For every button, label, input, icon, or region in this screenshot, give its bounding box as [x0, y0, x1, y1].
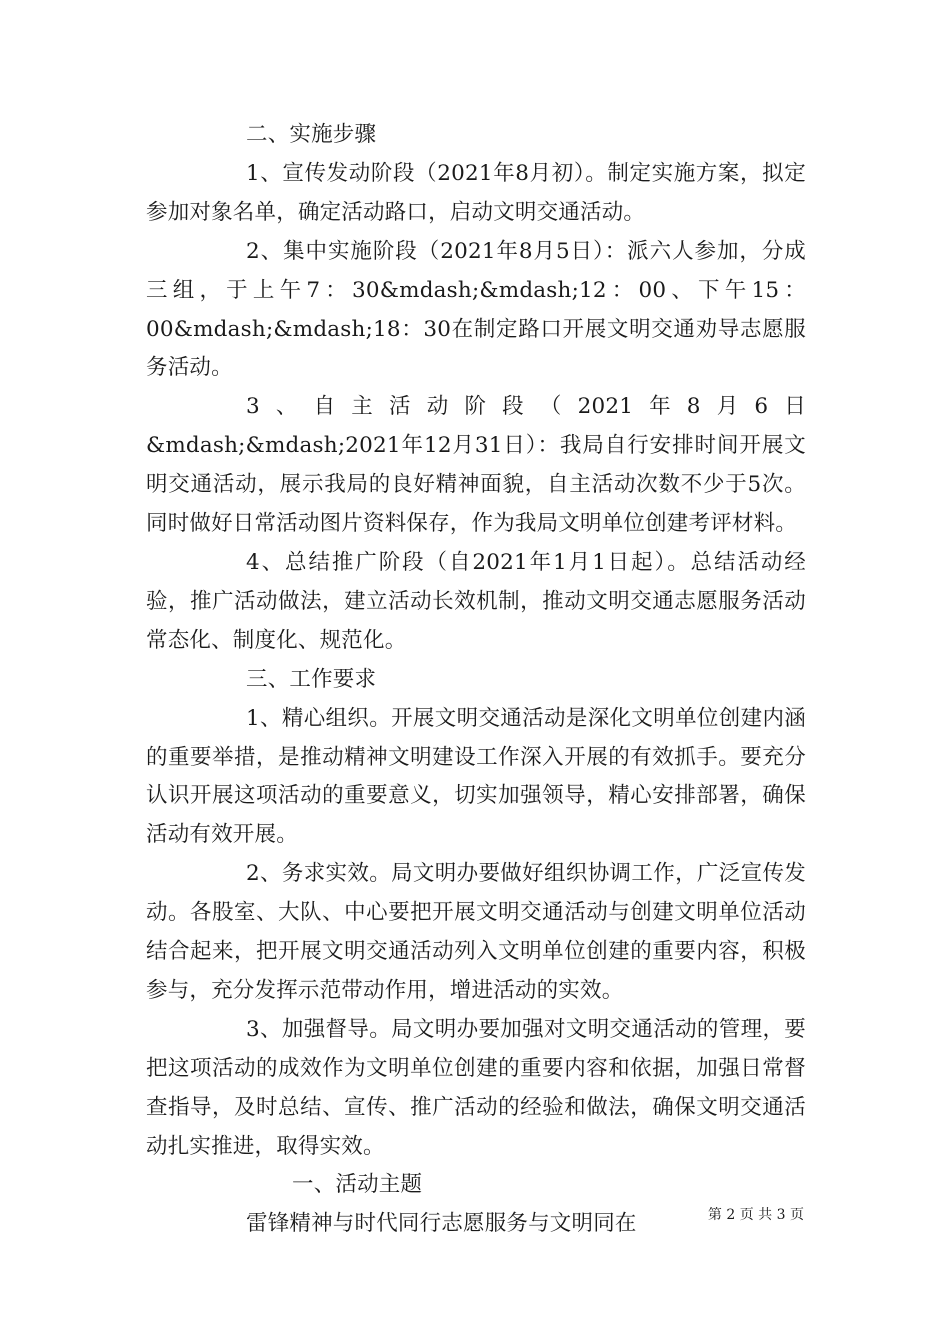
paragraph-publicity-stage: 1、宣传发动阶段（2021年8月初）。制定实施方案，拟定参加对象名单，确定活动路口，启动文明交通活动。 — [146, 160, 806, 225]
paragraph-theme-motto: 雷锋精神与时代同行志愿服务与文明同在 — [246, 1211, 637, 1237]
paragraph-autonomous-stage: 3、自主活动阶段（2021年8月6日&mdash;&mdash;2021年12月31日）：我局自行安排时间开展文明交通活动，展示我局的良好精神面貌，自主活动次数不少于5次。同时做好日常活动图片资料保存，作为我局文明单位创建考评材料。 — [146, 394, 806, 537]
paragraph-concentrated-stage: 2、集中实施阶段（2021年8月5日）：派六人参加，分成三组，于上午7：30&mdash;&mdash;12：00、下午15：00&mdash;&mdash;18：30在制定路口开展文明交通劝导志愿服务活动。 — [146, 238, 806, 381]
page-number-footer: 第 2 页 共 3 页 — [707, 1207, 804, 1223]
paragraph-strengthen-supervision: 3、加强督导。局文明办要加强对文明交通活动的管理，要把这项活动的成效作为文明单位创建的重要内容和依据，加强日常督查指导，及时总结、宣传、推广活动的经验和做法，确保文明交通活动扎实推进，取得实效。 — [146, 1016, 806, 1159]
paragraph-seek-results: 2、务求实效。局文明办要做好组织协调工作，广泛宣传发动。各股室、大队、中心要把开展文明交通活动与创建文明单位活动结合起来，把开展文明交通活动列入文明单位创建的重要内容，积极参与，充分发挥示范带动作用，增进活动的实效。 — [146, 861, 806, 1003]
section-heading-activity-theme: 一、活动主题 — [292, 1172, 423, 1198]
section-heading-implementation-steps: 二、实施步骤 — [246, 122, 377, 147]
paragraph-summary-stage: 4、总结推广阶段（自2021年1月1日起）。总结活动经验，推广活动做法，建立活动长效机制，推动文明交通志愿服务活动常态化、制度化、规范化。 — [146, 549, 806, 653]
section-heading-work-requirements: 三、工作要求 — [246, 666, 377, 692]
document-body — [146, 116, 806, 1244]
paragraph-careful-organization: 1、精心组织。开展文明交通活动是深化文明单位创建内涵的重要举措，是推动精神文明建设工作深入开展的有效抓手。要充分认识开展这项活动的重要意义，切实加强领导，精心安排部署，确保活动有效开展。 — [146, 705, 806, 848]
